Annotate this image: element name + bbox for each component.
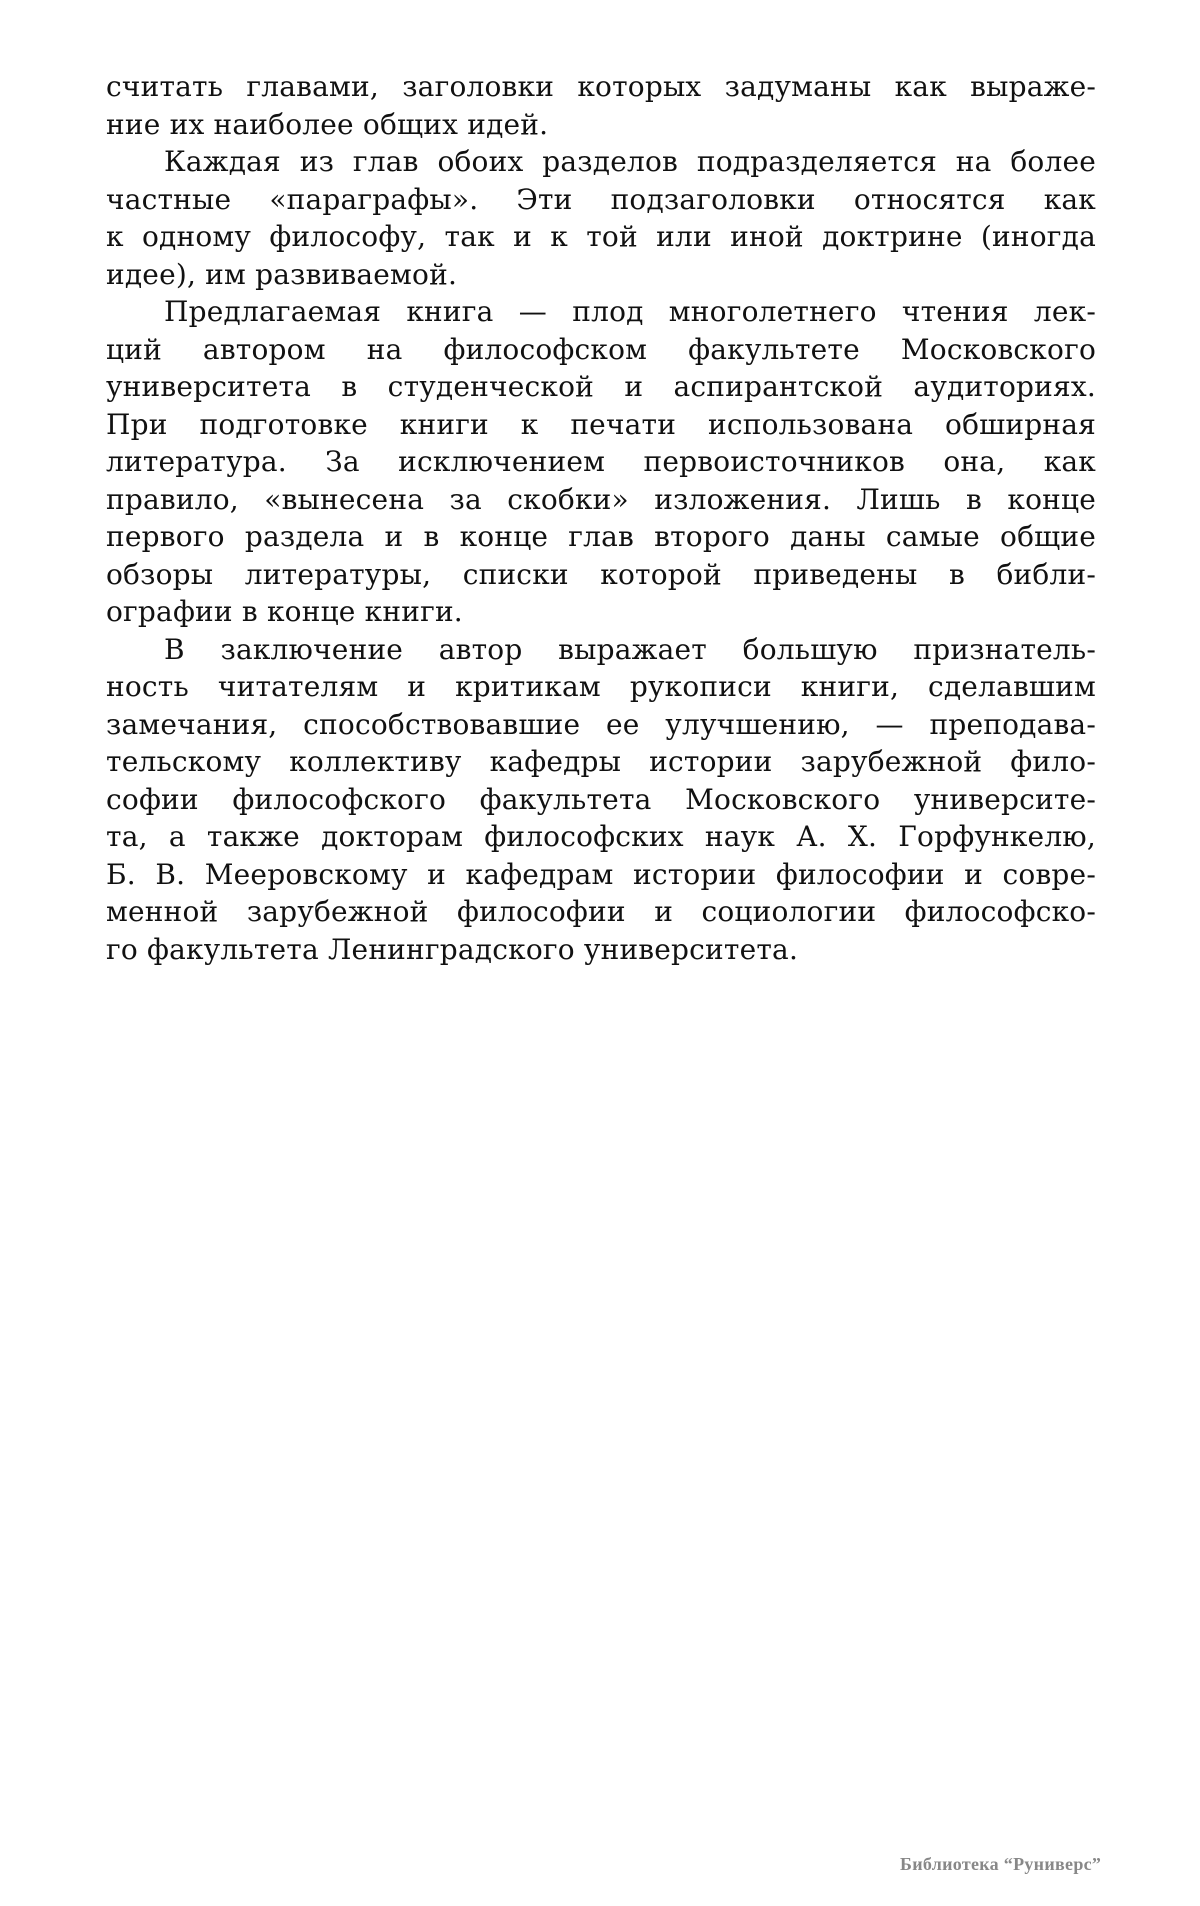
text-line: правило, «вынесена за скобки» изложения. Лишь в конце <box>106 482 1096 516</box>
text-line: та, а также докторам философских наук А. Х. Горфункелю, <box>106 820 1096 853</box>
text-line: идее), им развиваемой. <box>106 257 458 291</box>
text-line: считать главами, заголовки которых задуманы как выраже- <box>106 70 1096 103</box>
text-line: частные «параграфы». Эти подзаголовки относятся как <box>106 182 1096 216</box>
text-line: Предлагаемая книга — плод многолетнего чтения лек- <box>164 295 1096 328</box>
text-line: В заключение автор выражает большую признатель- <box>164 632 1096 666</box>
text-line: софии философского факультета Московского университе- <box>106 782 1096 816</box>
text-line: го факультета Ленинградского университета. <box>106 932 799 966</box>
text-line: Б. В. Мееровскому и кафедрам истории философии и совре- <box>106 857 1096 891</box>
text-line: тельскому коллективу кафедры истории зарубежной фило- <box>106 745 1096 778</box>
paragraph-4 <box>106 631 1096 969</box>
page-body <box>106 68 1096 968</box>
paragraph-1 <box>106 68 1096 143</box>
text-line: литература. За исключением первоисточников она, как <box>106 445 1096 478</box>
text-line: При подготовке книги к печати использована обширная <box>106 407 1096 441</box>
text-line: первого раздела и в конце глав второго даны самые общие <box>106 520 1096 553</box>
text-line: Каждая из глав обоих разделов подразделяется на более <box>164 145 1096 178</box>
text-line: обзоры литературы, списки которой приведены в библи- <box>106 557 1096 591</box>
paragraph-3 <box>106 293 1096 631</box>
paragraph-2 <box>106 143 1096 293</box>
text-line: к одному философу, так и к той или иной доктрине (иногда <box>106 220 1096 253</box>
text-line: ций автором на философском факультете Московского <box>106 332 1096 366</box>
library-watermark: Библиотека “Руниверс” <box>900 1854 1102 1874</box>
text-line: ность читателям и критикам рукописи книги, сделавшим <box>106 670 1096 703</box>
text-line: менной зарубежной философии и социологии философско- <box>106 895 1096 928</box>
text-line: университета в студенческой и аспирантской аудиториях. <box>106 370 1096 403</box>
text-line: ографии в конце книги. <box>106 595 463 628</box>
text-line: ние их наиболее общих идей. <box>106 107 549 141</box>
text-line: замечания, способствовавшие ее улучшению, — преподава- <box>106 707 1096 741</box>
